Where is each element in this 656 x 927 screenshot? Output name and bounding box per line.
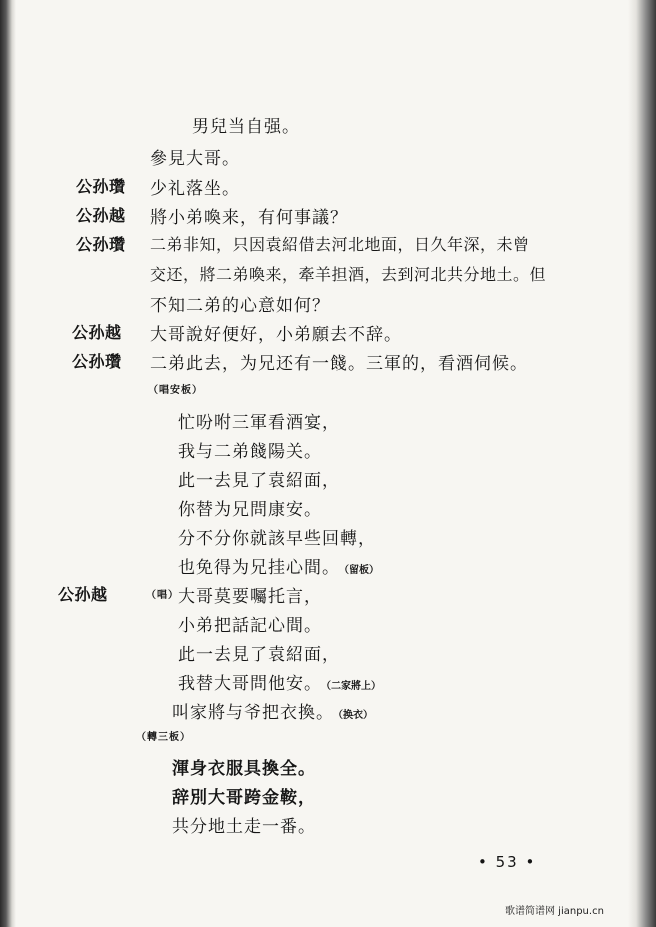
line-text [172,698,373,723]
line-text: 此一去見了袁紹面， [178,645,340,665]
line-text: 將小弟喚来，有何事議？ [150,208,348,228]
line-text: 分不分你就該早些回轉， [178,529,376,549]
speaker-name: 公孙越 [72,323,122,342]
line-text: 辞別大哥跨金鞍， [172,788,316,808]
line-text-main: 也免得为兄挂心間。 [178,558,340,578]
line-text-main: 我替大哥問他安。 [178,674,322,694]
line-text [178,553,379,578]
speaker-name: 公孙瓚 [76,235,126,254]
line-text: 二弟非知，只因袁紹借去河北地面，日久年深，未曾 [150,235,530,254]
tune-tag: （轉三板） [136,732,191,743]
line-text [178,669,381,694]
line-text: 二弟此去，为兄还有一餞。三軍的，看酒伺候。 [150,354,528,374]
speaker-name: 公孙瓚 [72,352,122,371]
sing-prefix: （唱） [146,590,179,601]
line-text: 你替为兄問康安。 [178,500,322,520]
speaker-name: 公孙越 [76,206,126,225]
line-text: 男兒当自强。 [192,117,300,137]
stage-note: （换衣） [338,710,373,721]
speaker-name: 公孙瓚 [76,177,126,196]
line-text: 小弟把話記心間。 [178,616,322,636]
page-number: • 53 • [478,853,537,871]
line-text: 大哥莫要囑托言， [178,587,322,607]
line-text: 交还，將二弟喚来，牽羊担酒，去到河北共分地土。但 [150,265,547,284]
stage-note: （留板） [344,565,379,576]
line-text: 參見大哥。 [150,149,240,169]
line-text: 少礼落坐。 [150,179,240,199]
line-text: 大哥說好便好，小弟願去不辞。 [150,325,402,345]
stage-note: （二家將上） [326,681,381,692]
line-text: 不知二弟的心意如何？ [150,296,330,316]
tune-tag: （唱安板） [148,385,203,396]
watermark: 歌谱简谱网 jianpu.cn [505,906,604,917]
line-text: 忙吩咐三軍看酒宴， [178,413,340,433]
speaker-name: 公孙越 [58,585,108,604]
line-text: 此一去見了袁紹面， [178,471,340,491]
line-text: 我与二弟餞陽关。 [178,442,322,462]
line-text: 渾身衣服具換全。 [172,759,316,779]
line-text: 共分地土走一番。 [172,817,316,837]
line-text-main: 叫家將与爷把衣換。 [172,703,334,723]
